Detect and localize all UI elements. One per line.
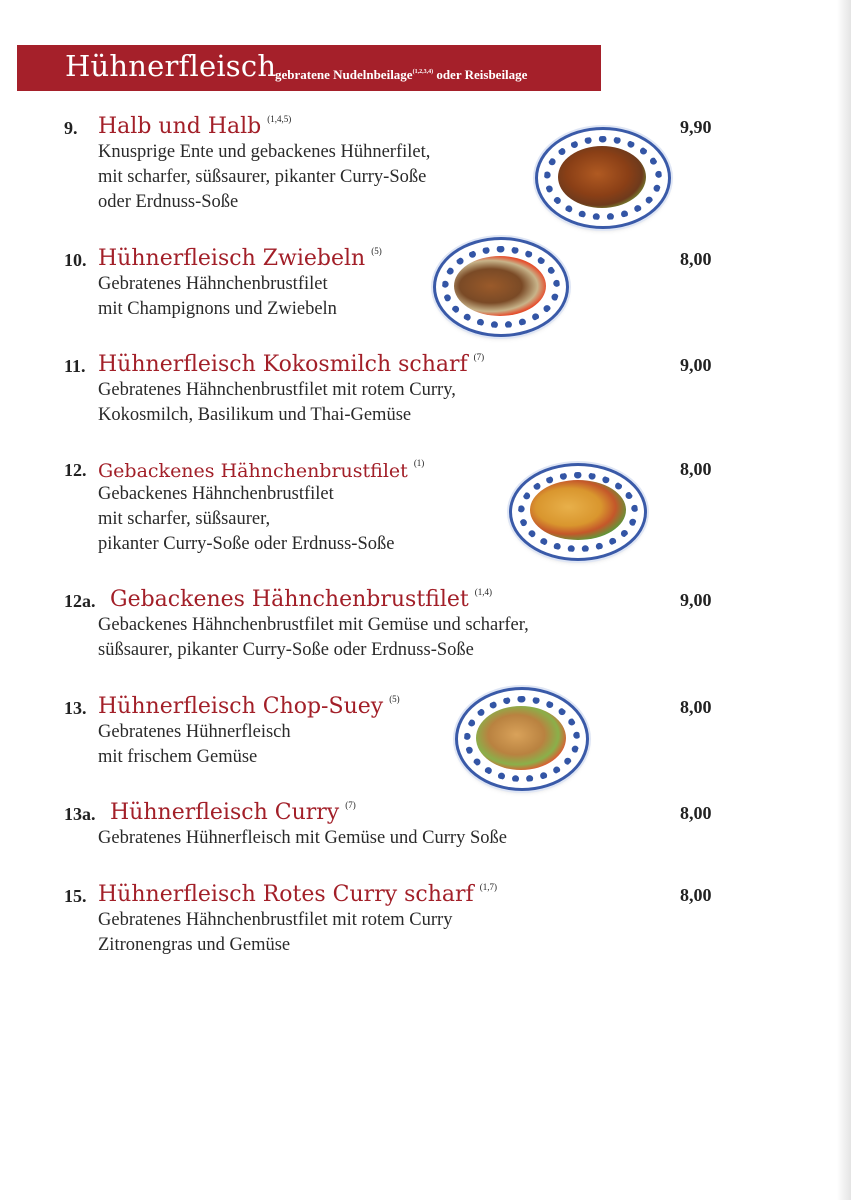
- item-allergens: (1,4,5): [267, 114, 292, 124]
- item-description: Gebackenes Hähnchenbrustfilet mit scharfer, süßsaurer, pikanter Curry-Soße oder Erdnuss-Soße: [98, 484, 395, 554]
- dish-photo: [436, 240, 566, 334]
- item-name: Hühnerfleisch Zwiebeln $^{(5)}$: [98, 246, 382, 271]
- dish-photo: [512, 466, 644, 558]
- item-allergens: (1): [413, 458, 425, 468]
- item-price: 8,00: [680, 697, 712, 717]
- section-title: Hühnerfleisch: [65, 49, 277, 83]
- item-allergens: (7): [345, 800, 356, 810]
- item-price: 8,00: [680, 803, 712, 823]
- item-price: 9,90: [680, 117, 712, 137]
- item-number: 11.: [64, 356, 86, 376]
- item-price: 8,00: [680, 459, 712, 479]
- item-number: 12a.: [64, 591, 96, 611]
- item-name: Gebackenes Hähnchenbrustfilet $^{(1,4)}$: [110, 587, 492, 612]
- item-number: 13a.: [64, 804, 96, 824]
- item-description: Gebratenes Hühnerfleisch mit Gemüse und Curry Soße: [98, 828, 507, 848]
- item-description: Gebratenes Hähnchenbrustfilet mit rotem Curry Zitronengras und Gemüse: [98, 910, 453, 955]
- subtitle-main: gebratene Nudelnbeilage: [275, 67, 413, 82]
- dish-photo: [538, 130, 668, 226]
- item-description: Gebratenes Hühnerfleisch mit frischem Gemüse: [98, 722, 291, 767]
- dish-photo: [458, 690, 586, 788]
- section-header: [17, 45, 601, 91]
- item-description: Gebratenes Hähnchenbrustfilet mit Champignons und Zwiebeln: [98, 274, 337, 319]
- section-subtitle: [275, 67, 527, 83]
- item-number: 9.: [64, 118, 78, 138]
- item-name: Hühnerfleisch Rotes Curry scharf $^{(1,7)}$: [98, 882, 497, 907]
- subtitle-allergens: (1,2,3,4): [412, 69, 434, 75]
- item-description: Knusprige Ente und gebackenes Hühnerfilet, mit scharfer, süßsaurer, pikanter Curry-Soße oder Erdnuss-Soße: [98, 142, 431, 212]
- item-number: 13.: [64, 698, 87, 718]
- item-price: 9,00: [680, 590, 712, 610]
- item-number: 10.: [64, 250, 87, 270]
- item-allergens: (1,4): [474, 587, 492, 597]
- item-price: 9,00: [680, 355, 712, 375]
- item-description: Gebackenes Hähnchenbrustfilet mit Gemüse und scharfer, süßsaurer, pikanter Curry-Soße oder Erdnuss-Soße: [98, 615, 529, 660]
- item-allergens: (5): [389, 694, 400, 704]
- page-edge-shadow: [837, 0, 851, 1200]
- item-name: Gebackenes Hähnchenbrustfilet $^{(1)}$: [98, 458, 425, 482]
- item-number: 12.: [64, 460, 87, 480]
- item-number: 15.: [64, 886, 87, 906]
- item-name: Hühnerfleisch Curry $^{(7)}$: [110, 800, 356, 825]
- item-allergens: (5): [371, 246, 382, 256]
- item-name: Hühnerfleisch Chop-Suey $^{(5)}$: [98, 694, 400, 719]
- item-allergens: (7): [473, 352, 485, 362]
- item-allergens: (1,7): [479, 882, 497, 892]
- item-name: Halb und Halb $^{(1,4,5)}$: [98, 114, 292, 139]
- item-price: 8,00: [680, 885, 712, 905]
- item-price: 8,00: [680, 249, 712, 269]
- subtitle-end: oder Reisbeilage: [436, 67, 528, 82]
- item-name: Hühnerfleisch Kokosmilch scharf $^{(7)}$: [98, 352, 485, 377]
- item-description: Gebratenes Hähnchenbrustfilet mit rotem Curry, Kokosmilch, Basilikum und Thai-Gemüse: [98, 380, 456, 425]
